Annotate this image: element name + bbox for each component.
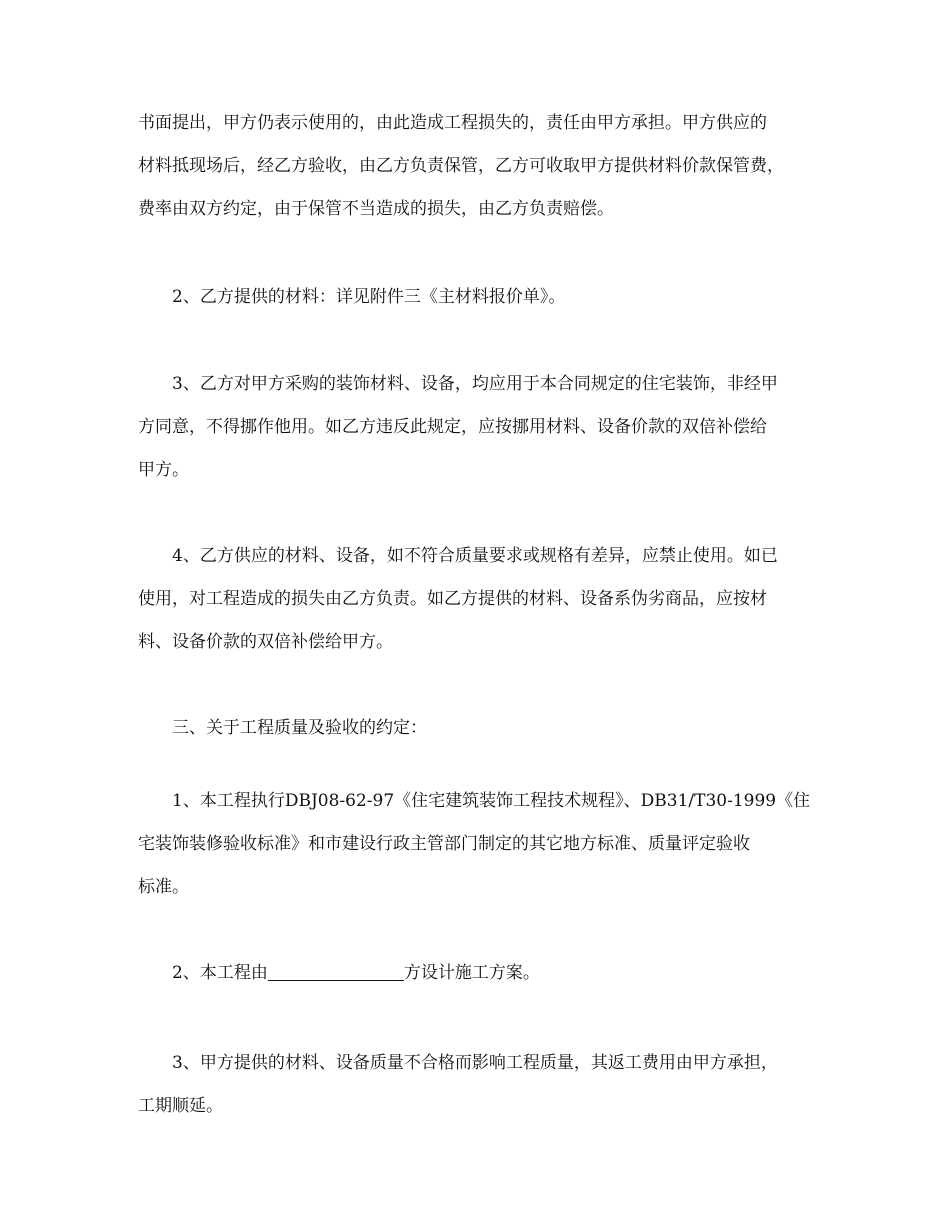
paragraph-item-2-materials [138,276,818,319]
text-line: 工期顺延。 [138,1096,223,1116]
text-line: 3、甲方提供的材料、设备质量不合格而影响工程质量，其返工费用由甲方承担， [172,1053,778,1073]
text-line: 甲方。 [138,460,189,480]
paragraph-standards [138,780,818,909]
paragraph-rework-cost [138,1042,818,1128]
paragraph-material-custody [138,102,818,231]
section-heading-quality-acceptance [138,707,818,750]
paragraph-item-4-quality [138,535,818,664]
text-line: 1、本工程执行DBJ08-62-97《住宅建筑装饰工程技术规程》、DB31/T30-1999《住 [172,791,811,811]
text-line: 书面提出，甲方仍表示使用的，由此造成工程损失的，责任由甲方承担。甲方供应的 [138,113,767,133]
text-line: 2、乙方提供的材料：详见附件三《主材料报价单》。 [172,287,566,307]
paragraph-item-3-usage [138,363,818,492]
text-line: 宅装饰装修验收标准》和市建设行政主管部门制定的其它地方标准、质量评定验收 [138,834,750,854]
text-line: 费率由双方约定，由于保管不当造成的损失，由乙方负责赔偿。 [138,199,614,219]
text-line: 使用，对工程造成的损失由乙方负责。如乙方提供的材料、设备系伪劣商品，应按材 [138,589,767,609]
text-line: 4、乙方供应的材料、设备，如不符合质量要求或规格有差异，应禁止使用。如已 [172,546,778,566]
design-suffix: 方设计施工方案。 [403,963,540,983]
text-line: 料、设备价款的双倍补偿给甲方。 [138,632,393,652]
text-line: 材料抵现场后，经乙方验收，由乙方负责保管，乙方可收取甲方提供材料价款保管费， [138,156,784,176]
section-heading: 三、关于工程质量及验收的约定： [172,718,427,738]
text-line: 3、乙方对甲方采购的装饰材料、设备，均应用于本合同规定的住宅装饰，非经甲 [172,374,778,394]
fill-in-blank[interactable] [268,962,404,981]
design-prefix: 2、本工程由 [172,963,268,983]
text-line [138,952,818,995]
text-line: 标准。 [138,877,189,897]
text-line: 方同意，不得挪作他用。如乙方违反此规定，应按挪用材料、设备价款的双倍补偿给 [138,417,767,437]
paragraph-design-party [138,952,818,995]
